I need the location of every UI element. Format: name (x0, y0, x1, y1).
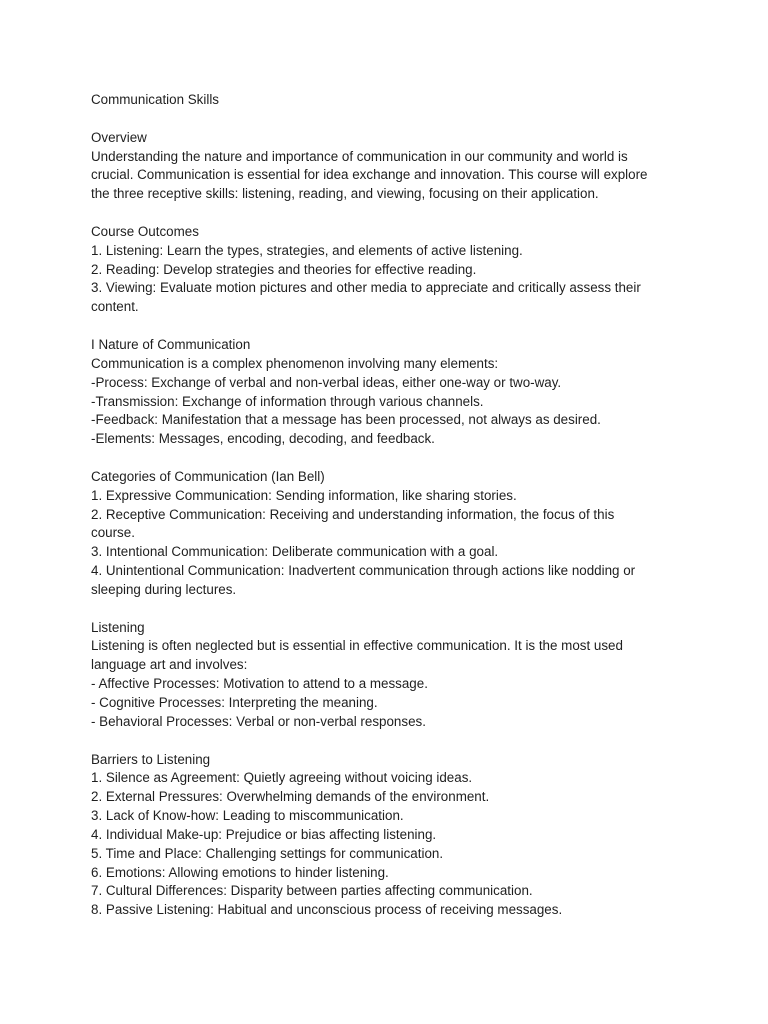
overview-line: crucial. Communication is essential for idea exchange and innovation. This course will explore (91, 167, 648, 183)
barrier-item: 7. Cultural Differences: Disparity between parties affecting communication. (91, 883, 533, 899)
nature-line: -Process: Exchange of verbal and non-verbal ideas, either one-way or two-way. (91, 374, 562, 390)
barrier-item: 2. External Pressures: Overwhelming demands of the environment. (91, 789, 490, 805)
nature-line: -Elements: Messages, encoding, decoding, and feedback. (91, 431, 435, 447)
listening-line: - Behavioral Processes: Verbal or non-verbal responses. (91, 713, 426, 729)
category-item: 3. Intentional Communication: Deliberate communication with a goal. (91, 544, 499, 560)
outcome-item: 3. Viewing: Evaluate motion pictures and other media to appreciate and critically assess their (91, 280, 641, 296)
listening-line: - Affective Processes: Motivation to attend to a message. (91, 676, 428, 692)
overview-line: Understanding the nature and importance of communication in our community and world is (91, 148, 628, 164)
barrier-item: 5. Time and Place: Challenging settings for communication. (91, 845, 444, 861)
overview-heading: Overview (91, 129, 147, 145)
listening-line: Listening is often neglected but is essential in effective communication. It is the most used (91, 638, 623, 654)
spacer (91, 317, 668, 336)
nature-line: -Transmission: Exchange of information through various channels. (91, 393, 484, 409)
barrier-item: 4. Individual Make-up: Prejudice or bias affecting listening. (91, 826, 437, 842)
category-item: 2. Receptive Communication: Receiving and understanding information, the focus of this (91, 506, 615, 522)
outcome-item: 1. Listening: Learn the types, strategies, and elements of active listening. (91, 242, 523, 258)
barrier-item: 3. Lack of Know-how: Leading to miscommunication. (91, 808, 404, 824)
nature-line: Communication is a complex phenomenon involving many elements: (91, 355, 499, 371)
nature-line: -Feedback: Manifestation that a message has been processed, not always as desired. (91, 412, 601, 428)
category-item: 4. Unintentional Communication: Inadvertent communication through actions like nodding or (91, 563, 636, 579)
barrier-item: 6. Emotions: Allowing emotions to hinder listening. (91, 864, 389, 880)
spacer (91, 204, 668, 223)
barriers-heading: Barriers to Listening (91, 751, 211, 767)
outcome-item: 2. Reading: Develop strategies and theories for effective reading. (91, 261, 477, 277)
barrier-item: 1. Silence as Agreement: Quietly agreeing without voicing ideas. (91, 770, 473, 786)
outcomes-heading: Course Outcomes (91, 223, 199, 239)
barrier-item: 8. Passive Listening: Habitual and unconscious process of receiving messages. (91, 902, 563, 918)
spacer (91, 600, 668, 619)
listening-heading: Listening (91, 619, 145, 635)
category-item: course. (91, 525, 135, 541)
categories-heading: Categories of Communication (Ian Bell) (91, 468, 325, 484)
spacer (91, 732, 668, 751)
category-item: 1. Expressive Communication: Sending information, like sharing stories. (91, 487, 517, 503)
document-title: Communication Skills (91, 92, 219, 107)
spacer (91, 110, 668, 129)
category-item: sleeping during lectures. (91, 581, 237, 597)
outcome-item: content. (91, 299, 139, 315)
listening-line: - Cognitive Processes: Interpreting the meaning. (91, 695, 378, 710)
spacer (91, 449, 668, 468)
nature-heading: I Nature of Communication (91, 336, 251, 352)
overview-line: the three receptive skills: listening, reading, and viewing, focusing on their application. (91, 186, 599, 202)
listening-line: language art and involves: (91, 657, 248, 673)
